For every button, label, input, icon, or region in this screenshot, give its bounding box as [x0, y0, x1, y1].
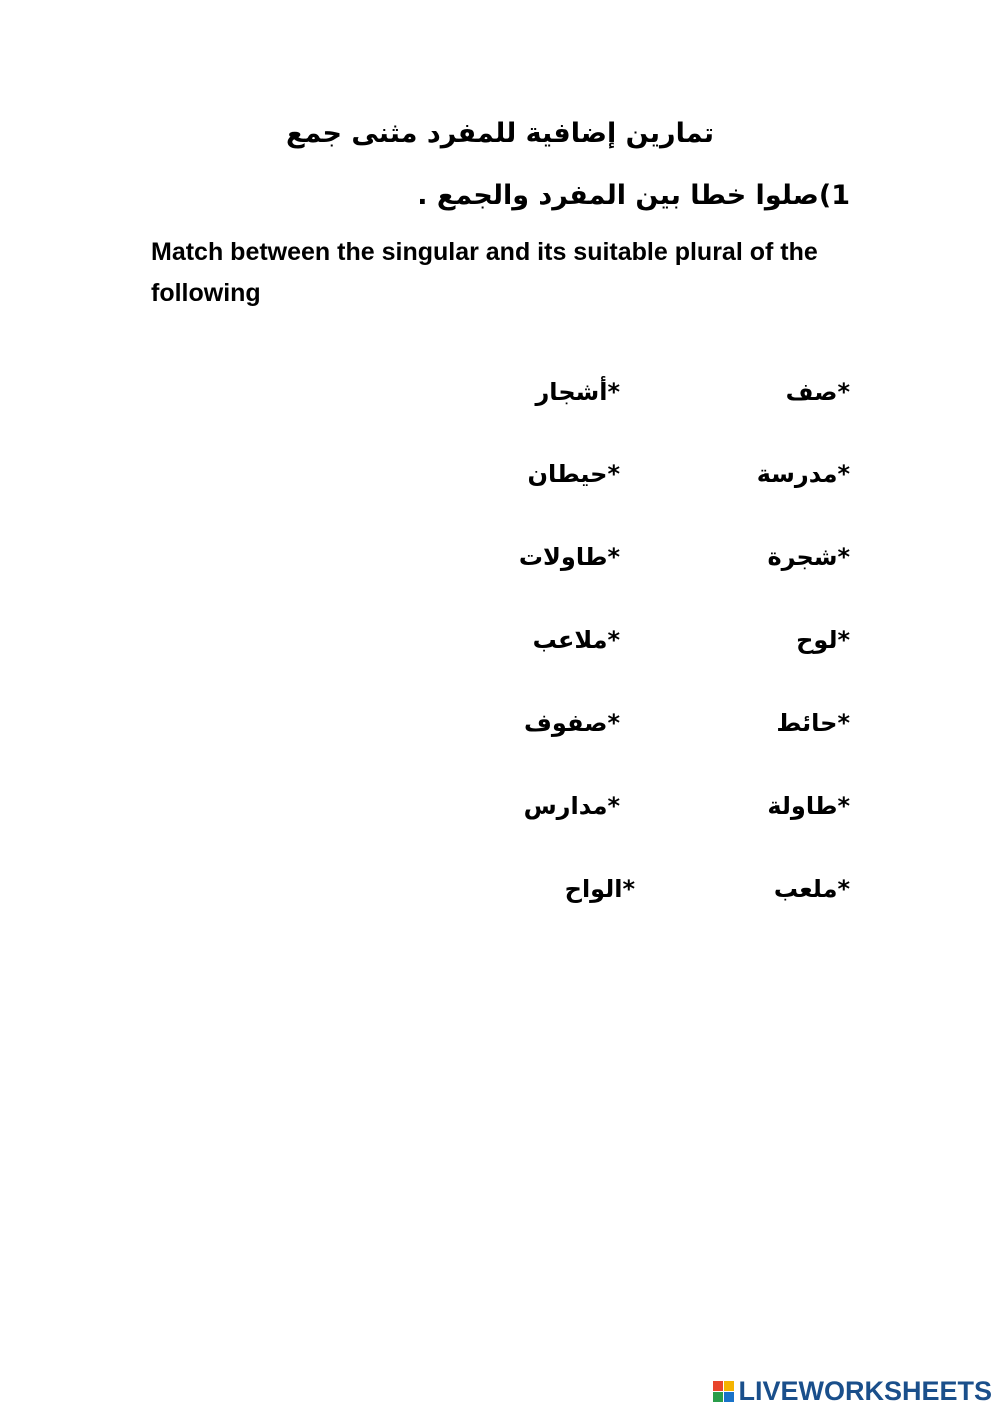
singular-word[interactable]: *حائط [776, 709, 850, 737]
match-row [0, 460, 1000, 500]
plural-word[interactable]: *طاولات [518, 543, 620, 571]
plural-word[interactable]: *مدارس [523, 792, 620, 820]
liveworksheets-logo[interactable] [713, 1376, 992, 1407]
match-row [0, 709, 1000, 749]
match-row [0, 626, 1000, 666]
singular-word[interactable]: *طاولة [767, 792, 850, 820]
match-row [0, 875, 1000, 915]
plural-word[interactable]: *أشجار [535, 378, 620, 406]
logo-text: LIVEWORKSHEETS [738, 1376, 992, 1406]
worksheet-title: تمارين إضافية للمفرد مثنى جمع [286, 118, 714, 149]
singular-word[interactable]: *لوح [796, 626, 850, 654]
instruction-arabic: 1)صلوا خطا بين المفرد والجمع . [417, 180, 850, 211]
plural-word[interactable]: *صفوف [524, 709, 620, 737]
logo-mark-icon [713, 1381, 734, 1402]
singular-word[interactable]: *صف [785, 378, 850, 406]
plural-word[interactable]: *ملاعب [532, 626, 620, 654]
match-row [0, 792, 1000, 832]
logo-cell [713, 1392, 723, 1402]
instruction-english: Match between the singular and its suitable plural of the following [151, 238, 818, 307]
logo-cell [724, 1392, 734, 1402]
singular-word[interactable]: *شجرة [767, 543, 850, 571]
singular-word[interactable]: *ملعب [773, 875, 850, 903]
singular-word[interactable]: *مدرسة [756, 460, 850, 488]
plural-word[interactable]: *الواح [564, 875, 635, 903]
match-row [0, 543, 1000, 583]
match-row [0, 378, 1000, 418]
logo-cell [713, 1381, 723, 1391]
logo-cell [724, 1381, 734, 1391]
plural-word[interactable]: *حيطان [527, 460, 620, 488]
